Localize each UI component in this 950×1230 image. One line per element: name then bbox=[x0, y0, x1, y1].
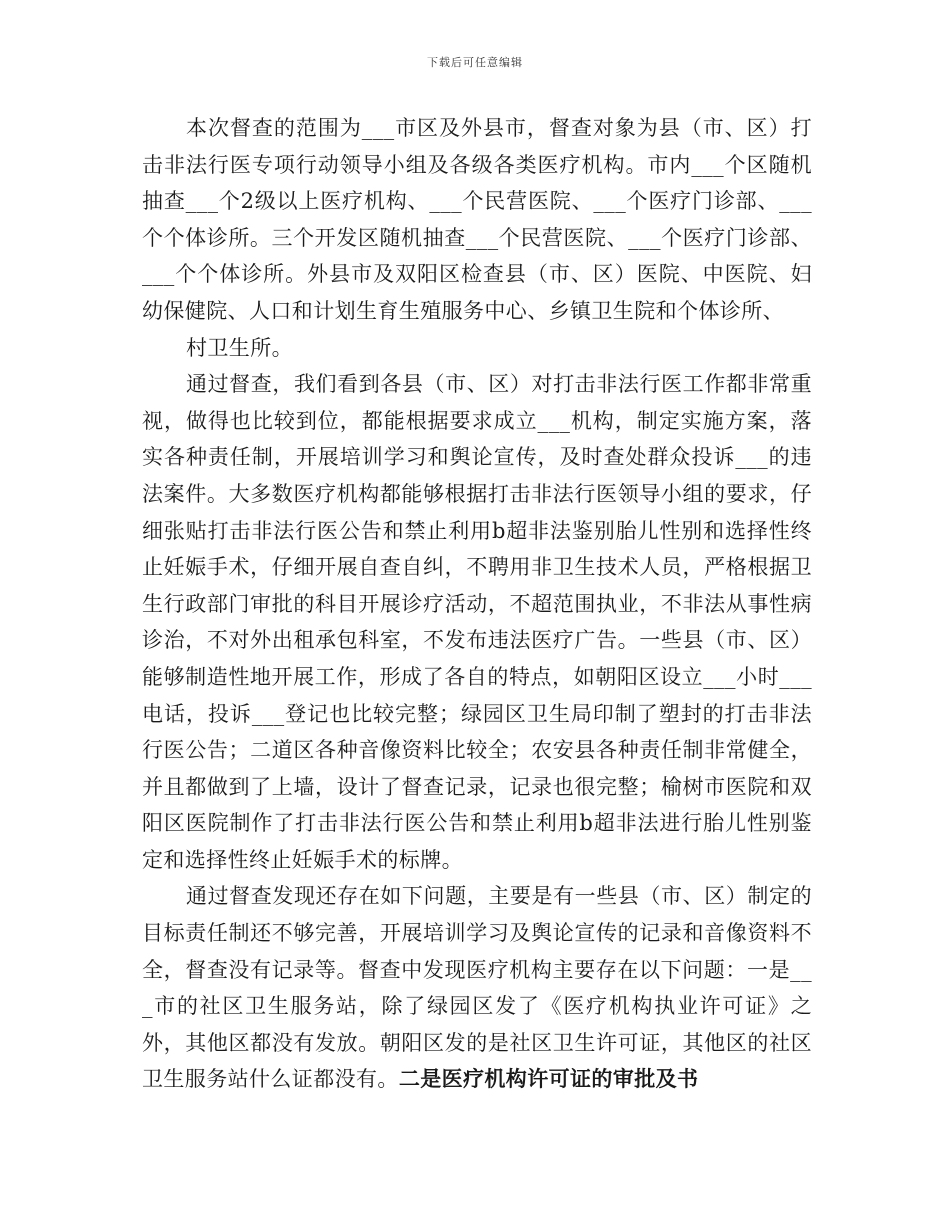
paragraph-village-clinics: 村卫生所。 bbox=[186, 335, 293, 360]
problems-bold-text: 二是医疗机构许可证的审批及书 bbox=[398, 1066, 699, 1092]
document-body bbox=[142, 110, 812, 1098]
problems-text: 通过督查发现还存在如下问题，主要是有一些县（市、区）制定的目标责任制还不够完善，开展培训学习及舆论宣传的记录和音像资料不全，督查没有记录等。督查中发现医疗机构主要存在以下问题：一是___市的社区卫生服务站，除了绿园区发了《医疗机构执业许可证》之外，其他区都没有发放。朝阳区发的是社区卫生许可证，其他区的社区卫生服务站什么证都没有。 bbox=[142, 884, 812, 1092]
page-header: 下载后可任意编辑 bbox=[427, 56, 523, 69]
paragraph-inspection-findings: 通过督查，我们看到各县（市、区）对打击非法行医工作都非常重视，做得也比较到位，都能根据要求成立___机构，制定实施方案，落实各种责任制，开展培训学习和舆论宣传，及时查处群众投诉___的违法案件。大多数医疗机构都能够根据打击非法行医领导小组的要求，仔细张贴打击非法行医公告和禁止利用b超非法鉴别胎儿性别和选择性终止妊娠手术，仔细开展自查自纠，不聘用非卫生技术人员，严格根据卫生行政部门审批的科目开展诊疗活动，不超范围执业，不非法从事性病诊治，不对外出租承包科室，不发布违法医疗广告。一些县（市、区）能够制造性地开展工作，形成了各自的特点，如朝阳区设立___小时___电话，投诉___登记也比较完整；绿园区卫生局印制了塑封的打击非法行医公告；二道区各种音像资料比较全；农安县各种责任制非常健全，并且都做到了上墙，设计了督查记录，记录也很完整；榆树市医院和双阳区医院制作了打击非法行医公告和禁止利用b超非法进行胎儿性别鉴定和选择性终止妊娠手术的标牌。 bbox=[142, 372, 812, 872]
paragraph-existing-problems bbox=[142, 878, 812, 1098]
paragraph-inspection-scope: 本次督查的范围为___市区及外县市，督查对象为县（市、区）打击非法行医专项行动领导小组及各级各类医疗机构。市内___个区随机抽查___个2级以上医疗机构、___个民营医院、___个医疗门诊部、___个个体诊所。三个开发区随机抽查___个民营医院、___个医疗门诊部、___个个体诊所。外县市及双阳区检查县（市、区）医院、中医院、妇幼保健院、人口和计划生育生殖服务中心、乡镇卫生院和个体诊所、 bbox=[142, 116, 812, 323]
